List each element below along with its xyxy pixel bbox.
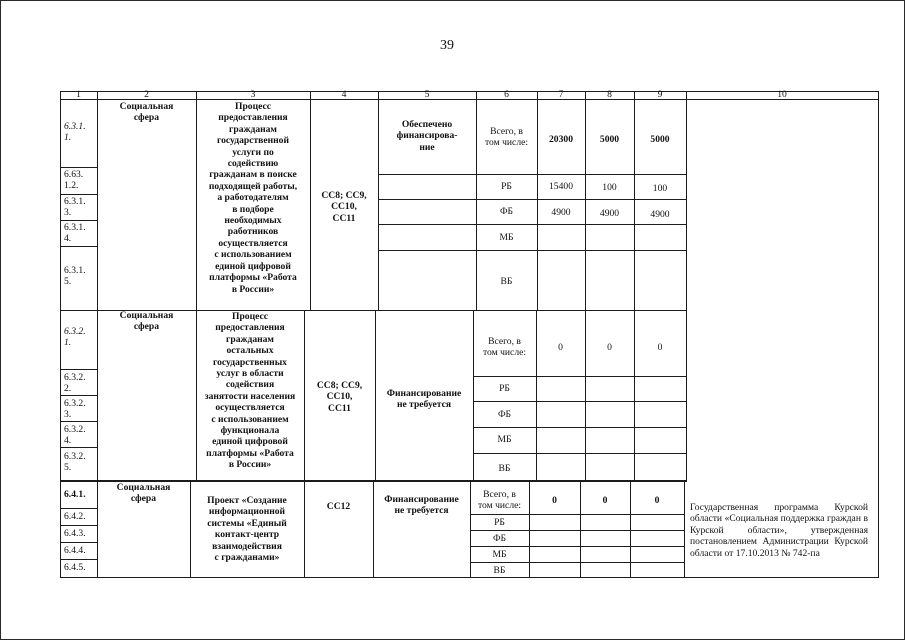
row-number: 6.3.1. 3. (64, 196, 86, 219)
header-cell: 4 (341, 89, 347, 100)
source-cell: МБ (499, 232, 514, 243)
value-col8: 0 (602, 495, 608, 506)
row-number: 6.4.2. (64, 511, 86, 522)
value-col8: 0 (607, 342, 612, 353)
value-col7: 4900 (551, 207, 571, 218)
value-col7: 20300 (549, 134, 573, 145)
source-cell: Всего, в том числе: (484, 126, 529, 149)
source-cell: РБ (494, 517, 505, 528)
source-cell: Всего, в том числе: (477, 489, 522, 512)
page-number: 39 (440, 38, 454, 53)
source-cell: ВБ (493, 565, 506, 576)
status-cell: Финансирование не требуется (384, 494, 459, 517)
source-cell: ВБ (498, 463, 511, 474)
header-cell: 6 (504, 89, 509, 100)
value-col8: 4900 (599, 208, 620, 219)
row-number: 6.3.2. 1. (64, 326, 86, 349)
sphere-cell: Социальная сфера (119, 101, 174, 124)
row-number: 6.3.2. 3. (64, 398, 86, 421)
header-cell: 9 (657, 89, 663, 100)
row-number: 6.4.3. (64, 528, 86, 539)
program-note: Государственная программа Курской области «Социальная поддержка граждан в Курской области», утвержденная постановлением Администрации Курской области от 17.10.2013 № 742-па (690, 502, 868, 559)
row-number: 6.3.1. 4. (64, 222, 86, 245)
sphere-cell: Социальная сфера (119, 310, 174, 333)
row-number: 6.3.2. 4. (64, 424, 86, 447)
header-cell: 5 (424, 89, 430, 100)
source-cell: ФБ (499, 206, 514, 217)
row-number: 6.4.4. (64, 545, 86, 556)
row-number: 6.3.1. 5. (64, 265, 86, 288)
codes-cell: СС8; СС9, СС10, СС11 (316, 380, 363, 414)
source-cell: РБ (499, 383, 510, 394)
value-col7: 0 (558, 342, 563, 353)
source-cell: МБ (492, 549, 507, 560)
codes-cell: СС8; СС9, СС10, СС11 (321, 190, 367, 224)
header-cell: 3 (250, 89, 256, 100)
sphere-cell: Социальная сфера (116, 482, 171, 505)
row-number: 6.3.2. 2. (64, 372, 86, 395)
status-cell: Финансирование не требуется (386, 388, 462, 411)
row-number: 6.3.1. 1. (64, 121, 86, 144)
value-col9: 100 (652, 183, 668, 194)
source-cell: Всего, в том числе: (482, 336, 527, 359)
source-cell: ФБ (492, 533, 507, 544)
header-cell: 1 (76, 89, 81, 100)
header-cell: 7 (558, 89, 564, 100)
value-col9: 0 (657, 342, 663, 353)
value-col9: 5000 (650, 134, 670, 145)
codes-cell: СС12 (326, 501, 351, 512)
row-number: 6.63. 1.2. (64, 169, 84, 192)
value-col7: 0 (552, 495, 557, 506)
value-col8: 100 (602, 182, 617, 193)
row-number: 6.3.2. 5. (64, 451, 86, 474)
status-cell: Обеспечено финансирова- ние (396, 119, 458, 153)
process-cell: Процесс предоставления гражданам остальных государственных услуг в области содействия занятости населения осуществляется с использованием функционала единой цифровой платформы «Работа в России» (204, 311, 296, 471)
source-cell: РБ (501, 181, 512, 192)
row-number: 6.4.5. (64, 562, 86, 573)
value-col8: 5000 (599, 134, 620, 145)
process-cell: Процесс предоставления гражданам государственной услуги по содействию гражданам в поиске подходящей работы, а работодателям в подборе необходимых работников осуществляется с использованием единой цифровой платформы «Работа в России» (208, 101, 298, 295)
row-number: 6.4.1. (64, 489, 86, 500)
header-cell: 8 (607, 89, 612, 100)
source-cell: МБ (497, 434, 512, 445)
header-cell: 10 (777, 89, 787, 100)
header-cell: 2 (144, 89, 149, 100)
process-cell: Проект «Создание информационной системы «Единый контакт-центр взаимодействия с гражданами» (207, 495, 287, 564)
source-cell: ВБ (500, 276, 513, 287)
value-col9: 0 (654, 495, 660, 506)
value-col9: 4900 (650, 209, 670, 220)
source-cell: ФБ (497, 409, 512, 420)
value-col7: 15400 (549, 181, 573, 192)
